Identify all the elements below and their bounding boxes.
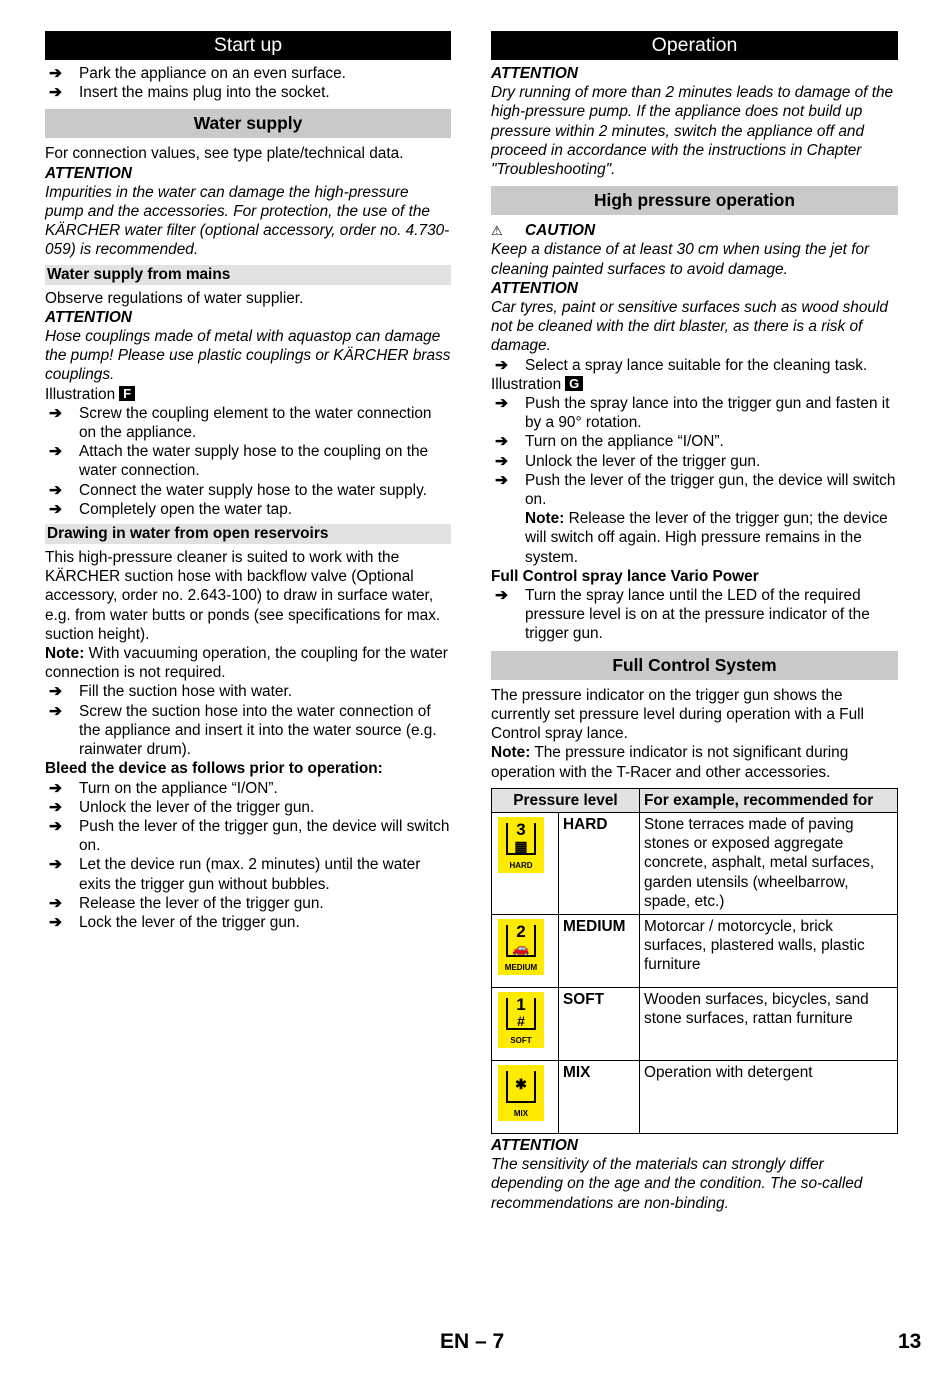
- hard-pressure-icon: 3 ▦ HARD: [498, 817, 544, 873]
- warning-triangle-icon: ⚠: [491, 223, 503, 239]
- arrow-icon: ➔: [495, 356, 508, 374]
- vario-heading: Full Control spray lance Vario Power: [491, 567, 759, 585]
- recommendation: Stone terraces made of paving stones or exposed aggregate concrete, asphalt, metal surfaces, garden utensils (wheelbarrow, spade, etc.): [640, 812, 898, 914]
- caution-label: CAUTION: [525, 222, 596, 240]
- note: Note: The pressure indicator is not significant during operation with the T-Racer and other accessories.: [491, 744, 849, 781]
- pressure-level-table: [491, 788, 898, 1134]
- arrow-icon: ➔: [49, 779, 62, 797]
- soft-pressure-icon: 1 # SOFT: [498, 992, 544, 1048]
- list-item: ➔ Push the lever of the trigger gun, the device will switch on.: [45, 817, 451, 855]
- left-column: [45, 31, 451, 932]
- list-item: ➔ Unlock the lever of the trigger gun.: [45, 798, 451, 817]
- reservoirs-intro: This high-pressure cleaner is suited to work with the KÄRCHER suction hose with backflow valve (Optional accessory, order no. 2.643-100) to draw in surface water, e.g. from water butts or ponds (see specifications for max. suction height).: [45, 549, 441, 643]
- note: Note: Release the lever of the trigger gun; the device will switch off again. High pressure remains in the system.: [525, 510, 888, 566]
- list-item: ➔ Screw the suction hose into the water connection of the appliance and insert it into the water source (e.g. rainwater drum).: [45, 702, 451, 760]
- attention-label: ATTENTION: [491, 279, 578, 297]
- arrow-icon: ➔: [495, 452, 508, 470]
- reservoirs-heading: Drawing in water from open reservoirs: [45, 524, 451, 544]
- list-item: ➔ Fill the suction hose with water.: [45, 682, 451, 701]
- high-pressure-heading: High pressure operation: [491, 186, 898, 215]
- list-item: ➔ Select a spray lance suitable for the cleaning task.: [491, 356, 898, 375]
- pressure-level: MEDIUM: [559, 914, 640, 987]
- recommendation: Motorcar / motorcycle, brick surfaces, plastered walls, plastic furniture: [640, 914, 898, 987]
- arrow-icon: ➔: [49, 500, 62, 518]
- medium-pressure-icon: 2 🚗 MEDIUM: [498, 919, 544, 975]
- column-header: For example, recommended for: [640, 788, 898, 812]
- table-row: [492, 1060, 898, 1133]
- recommendation: Wooden surfaces, bicycles, sand stone surfaces, rattan furniture: [640, 987, 898, 1060]
- attention-label: ATTENTION: [491, 65, 578, 82]
- attention-text: Hose couplings made of metal with aquastop can damage the pump! Please use plastic couplings or KÄRCHER brass couplings.: [45, 328, 451, 384]
- attention-text: The sensitivity of the materials can strongly differ depending on the age and the condition. The so-called recommendations are non-binding.: [491, 1156, 863, 1212]
- attention-label: ATTENTION: [45, 308, 132, 326]
- fcs-intro: The pressure indicator on the trigger gun shows the currently set pressure level during operation with a Full Control spray lance.: [491, 686, 864, 743]
- mains-heading: Water supply from mains: [45, 265, 451, 285]
- pressure-level: SOFT: [559, 987, 640, 1060]
- water-supply-heading: Water supply: [45, 109, 451, 138]
- startup-heading: Start up: [45, 31, 451, 60]
- water-supply-intro: For connection values, see type plate/technical data.: [45, 145, 404, 163]
- list-item: ➔ Turn the spray lance until the LED of the required pressure level is on at the pressure indicator of the trigger gun.: [491, 586, 898, 644]
- list-item: ➔ Attach the water supply hose to the coupling on the water connection.: [45, 442, 451, 480]
- list-item: ➔ Unlock the lever of the trigger gun.: [491, 452, 898, 471]
- column-header: Pressure level: [492, 788, 640, 812]
- illustration-ref: Illustration F: [45, 385, 451, 404]
- illustration-letter-badge: G: [565, 376, 583, 391]
- list-item: ➔ Connect the water supply hose to the water supply.: [45, 481, 451, 500]
- list-item: ➔ Park the appliance on an even surface.: [45, 64, 451, 83]
- list-item: ➔ Let the device run (max. 2 minutes) until the water exits the trigger gun without bubbles.: [45, 855, 451, 893]
- bleed-heading: Bleed the device as follows prior to operation:: [45, 760, 383, 778]
- caution-text: Keep a distance of at least 30 cm when using the jet for cleaning painted surfaces to avoid damage.: [491, 241, 870, 278]
- arrow-icon: ➔: [49, 817, 62, 835]
- arrow-icon: ➔: [495, 433, 508, 451]
- arrow-icon: ➔: [49, 683, 62, 701]
- illustration-ref: Illustration G: [491, 375, 898, 394]
- table-row: [492, 812, 898, 914]
- arrow-icon: ➔: [495, 587, 508, 605]
- arrow-icon: ➔: [49, 404, 62, 422]
- mains-intro: Observe regulations of water supplier.: [45, 289, 304, 307]
- attention-label: ATTENTION: [491, 1136, 578, 1154]
- arrow-icon: ➔: [49, 65, 62, 82]
- attention-label: ATTENTION: [45, 164, 132, 182]
- list-item: ➔ Turn on the appliance “I/ON”.: [491, 432, 898, 451]
- caution-row: [491, 221, 898, 240]
- list-item: ➔ Lock the lever of the trigger gun.: [45, 913, 451, 932]
- right-column: [491, 31, 898, 1213]
- recommendation: Operation with detergent: [640, 1060, 898, 1133]
- pressure-level: HARD: [559, 812, 640, 914]
- attention-text: Impurities in the water can damage the high-pressure pump and the accessories. For protection, the use of the KÄRCHER water filter (optional accessory, order no. 4.730-059) is recommended.: [45, 183, 450, 259]
- list-item: ➔ Turn on the appliance “I/ON”.: [45, 779, 451, 798]
- footer-language-page: EN – 7: [440, 1330, 505, 1353]
- arrow-icon: ➔: [49, 481, 62, 499]
- list-item: ➔ Release the lever of the trigger gun.: [45, 894, 451, 913]
- arrow-icon: ➔: [495, 395, 508, 413]
- attention-text: Car tyres, paint or sensitive surfaces such as wood should not be cleaned with the dirt blaster, as there is a risk of damage.: [491, 299, 888, 355]
- arrow-icon: ➔: [49, 894, 62, 912]
- fcs-heading: Full Control System: [491, 651, 898, 680]
- list-item: ➔ Push the spray lance into the trigger gun and fasten it by a 90° rotation.: [491, 394, 898, 432]
- arrow-icon: ➔: [49, 702, 62, 720]
- arrow-icon: ➔: [49, 856, 62, 874]
- table-row: [492, 914, 898, 987]
- arrow-icon: ➔: [49, 443, 62, 461]
- list-item: ➔ Push the lever of the trigger gun, the device will switch on.: [491, 471, 898, 509]
- arrow-icon: ➔: [49, 798, 62, 816]
- mix-detergent-icon: ✱ MIX: [498, 1065, 544, 1121]
- pressure-level: MIX: [559, 1060, 640, 1133]
- list-item: ➔ Screw the coupling element to the water connection on the appliance.: [45, 404, 451, 442]
- arrow-icon: ➔: [495, 471, 508, 489]
- illustration-letter-badge: F: [119, 386, 135, 401]
- footer-page-number: 13: [898, 1330, 922, 1353]
- attention-text: Dry running of more than 2 minutes leads to damage of the high-pressure pump. If the appliance does not build up pressure within 2 minutes, switch the appliance off and proceed in accordance with the instructions in Chapter "Troubleshooting".: [491, 84, 894, 179]
- operation-heading: Operation: [491, 31, 898, 60]
- table-header-row: [492, 788, 898, 812]
- table-row: [492, 987, 898, 1060]
- arrow-icon: ➔: [49, 913, 62, 931]
- list-item: ➔ Insert the mains plug into the socket.: [45, 83, 451, 102]
- note: Note: With vacuuming operation, the coupling for the water connection is not required.: [45, 645, 448, 682]
- arrow-icon: ➔: [49, 84, 62, 102]
- list-item: ➔ Completely open the water tap.: [45, 500, 451, 519]
